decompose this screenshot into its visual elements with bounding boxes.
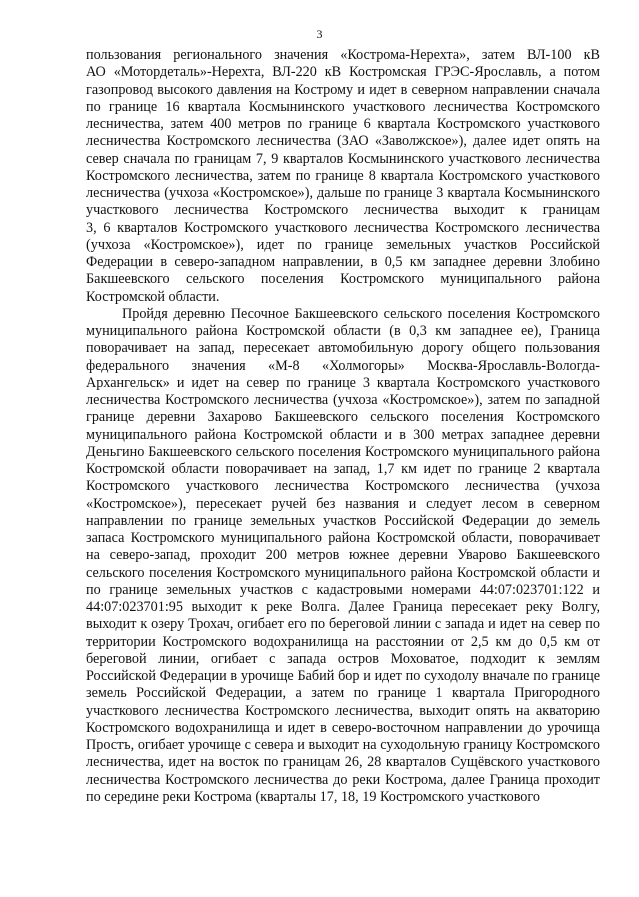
text-line: АО «Мотордеталь»-Нерехта, ВЛ-220 кВ Костромская ГРЭС-Ярославль, а потом (86, 64, 600, 81)
text-line: лесничества (учхоза «Костромское»), дальше по границе 3 квартала Космынинского (86, 185, 600, 201)
text-line: Костромского водохранилища и идет в северо-восточном направлении до урочища (86, 719, 600, 736)
text-line: по границе 16 квартала Космынинского участкового лесничества Костромского (86, 98, 600, 115)
text-line: поворачивает на запад, пересекает автомобильную дорогу общего пользования (86, 340, 600, 357)
text-line: Федерации в северо-западном направлении, в 0,5 км западнее деревни Злобино (86, 254, 600, 270)
text-line: федерального значения «М-8 «Холмогоры» Москва-Ярославль-Вологда- (86, 357, 600, 374)
document-body (86, 47, 600, 806)
text-line: Архангельск» и идет на север по границе 3 квартала Костромского участкового (86, 374, 600, 391)
text-line: север сначала по границам 7, 9 кварталов Космынинского участкового лесничества (86, 150, 600, 167)
text-line: пользования регионального значения «Кострома-Нерехта», затем ВЛ-100 кВ (86, 47, 600, 63)
text-line: лесничества Костромского лесничества (учхоза «Костромское»), затем по западной (86, 392, 600, 408)
text-line: земель Российской Федерации, а затем по границе 1 квартала Пригородного (86, 685, 600, 702)
text-line: лесничества Костромского лесничества до реки Кострома, далее Граница проходит (86, 771, 600, 788)
text-line: Пройдя деревню Песочное Бакшеевского сельского поселения Костромского (122, 305, 600, 322)
paragraph (86, 306, 600, 806)
text-line: границе деревни Захарово Бакшеевского сельского поселения Костромского (86, 409, 600, 426)
text-line: «Костромское»), пересекает ручей без названия и следует лесом в северном (86, 495, 600, 512)
text-line: Бакшеевского сельского поселения Костромского муниципального района (86, 271, 600, 288)
text-line: муниципального района Костромской области и в 300 метрах западнее деревни (86, 426, 600, 443)
text-line: запаса Костромского муниципального района Костромской области, поворачивает (86, 530, 600, 546)
text-line: Российской Федерации в урочище Бабий бор и идет по суходолу вначале по границе (86, 668, 600, 684)
text-line: лесничества, затем 400 метров по границе 6 квартала Костромского участкового (86, 116, 600, 132)
text-line: Костромской области поворачивает на запад, 1,7 км идет по границе 2 квартала (86, 461, 600, 477)
text-line: по границе земельных участков с кадастровыми номерами 44:07:023701:122 и (86, 581, 600, 598)
text-line: 3, 6 кварталов Костромского участкового лесничества Костромского лесничества (86, 219, 600, 236)
text-line: по середине реки Кострома (кварталы 17, 18, 19 Костромского участкового (86, 788, 540, 805)
text-line: лесничества, идет на восток по границам 26, 28 кварталов Сущёвского участкового (86, 754, 600, 771)
text-line: береговой линии, огибает с запада остров Моховатое, подходит к землям (86, 650, 600, 667)
text-line: 44:07:023701:95 выходит к реке Волга. Далее Граница пересекает реку Волгу, (86, 599, 600, 615)
text-line: сельского поселения Костромского муниципального района Костромской области и (86, 564, 600, 581)
text-line: Костромского участкового лесничества Костромского лесничества (учхоза (86, 478, 600, 495)
text-line: муниципального района Костромской области (в 0,3 км западнее ее), Граница (86, 323, 600, 339)
text-line: территории Костромского водохранилища на расстоянии от 2,5 км до 0,5 км от (86, 633, 600, 650)
paragraph (86, 47, 600, 306)
text-line: участкового лесничества Костромского лесничества выходит к границам (86, 202, 600, 219)
text-line: Простъ, огибает урочище с севера и выходит на суходольную границу Костромского (86, 737, 600, 753)
text-line: Костромской области. (86, 288, 220, 305)
text-line: Деньгино Бакшеевского сельского поселения Костромского муниципального района (86, 443, 600, 460)
text-line: направлении по границе земельных участков Российской Федерации до земель (86, 512, 600, 529)
text-line: лесничества Костромского лесничества (ЗАО «Заволжское»), далее идет опять на (86, 133, 600, 150)
text-line: газопровод высокого давления на Кострому и идет в северном направлении сначала (86, 81, 600, 98)
text-line: участкового лесничества Костромского лесничества, выходит опять на акваторию (86, 702, 600, 719)
text-line: выходит к озеру Трохач, огибает его по береговой линии с запада и идет на север по (86, 616, 600, 633)
text-line: Костромского лесничества, затем по границе 8 квартала Костромского участкового (86, 167, 600, 184)
page-number: 3 (316, 27, 323, 41)
text-line: (учхоза «Костромское»), идет по границе земельных участков Российской (86, 236, 600, 253)
text-line: на северо-запад, проходит 200 метров южнее деревни Уварово Бакшеевского (86, 547, 600, 564)
